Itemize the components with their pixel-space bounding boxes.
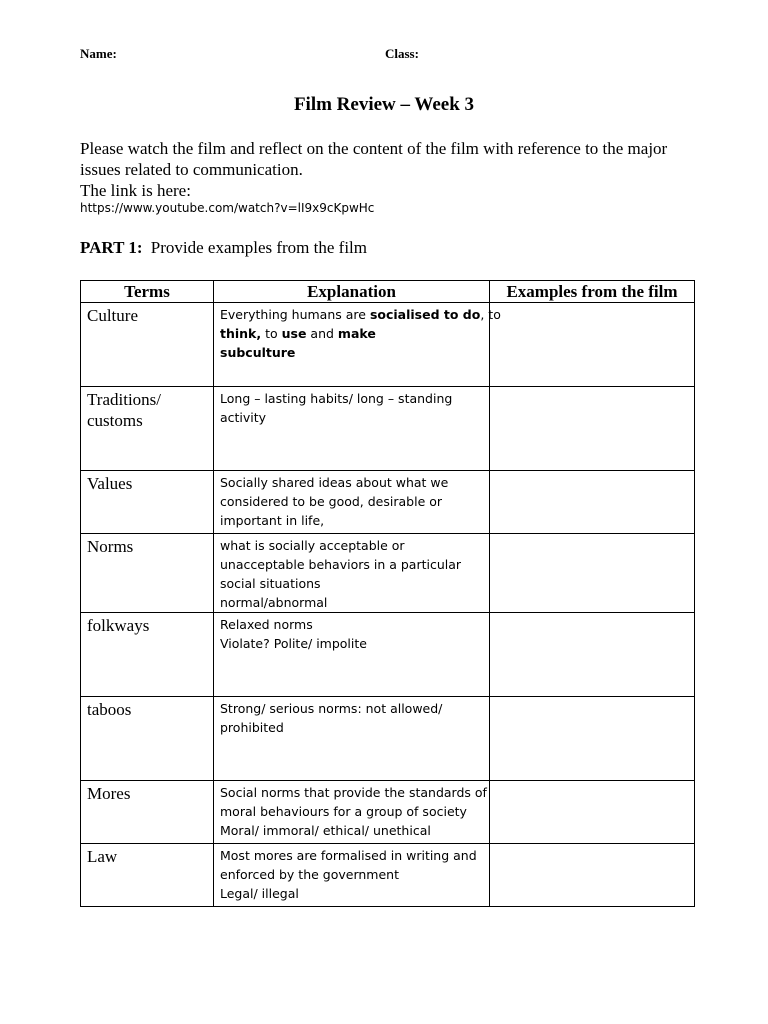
- explanation-line: Moral/ immoral/ ethical/ unethical: [220, 823, 431, 838]
- table-row: [81, 534, 695, 613]
- film-link[interactable]: https://www.youtube.com/watch?v=lI9x9cKpwHc: [80, 201, 375, 215]
- explanation-line: Most mores are formalised in writing and: [220, 848, 477, 863]
- example-cell[interactable]: [490, 844, 695, 907]
- explanation-cell: [214, 697, 490, 781]
- explanation-bold-text: use: [281, 326, 307, 341]
- term-cell: [81, 844, 214, 907]
- explanation-bold-text: think,: [220, 326, 262, 341]
- table-row: [81, 613, 695, 697]
- explanation-cell: [214, 303, 501, 387]
- instructions-line: issues related to communication.: [80, 160, 303, 179]
- instructions: [80, 138, 700, 201]
- table-header-row: [81, 281, 695, 303]
- explanation-line: [220, 305, 501, 324]
- table-body: [81, 303, 695, 907]
- term-text: Norms: [87, 537, 134, 556]
- explanation-line: prohibited: [220, 720, 284, 735]
- term-cell: [81, 303, 214, 387]
- explanation-bold-text: subculture: [220, 345, 296, 360]
- term-cell: [81, 471, 214, 534]
- term-text: customs: [87, 411, 143, 430]
- example-cell[interactable]: [490, 471, 695, 534]
- explanation-line: activity: [220, 410, 267, 425]
- explanation-cell: [214, 471, 490, 534]
- explanation-text: Everything humans are: [220, 307, 370, 322]
- header-terms: Terms: [81, 281, 214, 303]
- table-row: [81, 471, 695, 534]
- instructions-line: Please watch the film and reflect on the content of the film with reference to the major: [80, 139, 668, 158]
- part1-text: Provide examples from the film: [150, 238, 368, 257]
- explanation-cell: [214, 534, 490, 613]
- example-cell[interactable]: [490, 697, 695, 781]
- example-cell[interactable]: [490, 387, 695, 471]
- explanation-line: Long – lasting habits/ long – standing: [220, 391, 453, 406]
- explanation-bold-text: make: [337, 326, 376, 341]
- explanation-line: important in life,: [220, 513, 325, 528]
- term-cell: [81, 697, 214, 781]
- terms-table: [80, 280, 695, 907]
- part1-label: PART 1:: [80, 238, 143, 257]
- term-cell: [81, 534, 214, 613]
- explanation-line: Violate? Polite/ impolite: [220, 636, 367, 651]
- term-text: Culture: [87, 306, 138, 325]
- explanation-line: Strong/ serious norms: not allowed/: [220, 701, 443, 716]
- explanation-line: Relaxed norms: [220, 617, 313, 632]
- header-explanation: Explanation: [214, 281, 490, 303]
- table-row: [81, 781, 695, 844]
- term-text: folkways: [87, 616, 150, 635]
- explanation-text: and: [306, 326, 338, 341]
- term-text: taboos: [87, 700, 132, 719]
- explanation-cell: [214, 844, 490, 907]
- explanation-line: moral behaviours for a group of society: [220, 804, 467, 819]
- explanation-line: Legal/ illegal: [220, 886, 299, 901]
- example-cell[interactable]: [490, 534, 695, 613]
- table-row: [81, 697, 695, 781]
- explanation-line: [220, 324, 483, 343]
- name-label: Name:: [80, 46, 117, 61]
- table-row: [81, 387, 695, 471]
- example-cell[interactable]: [490, 781, 695, 844]
- explanation-line: Social norms that provide the standards of: [220, 785, 487, 800]
- explanation-line: enforced by the government: [220, 867, 399, 882]
- table-row: [81, 844, 695, 907]
- explanation-line: [220, 343, 483, 362]
- explanation-cell: [214, 781, 490, 844]
- explanation-line: social situations: [220, 576, 321, 591]
- term-text: Mores: [87, 784, 131, 803]
- term-cell: [81, 387, 214, 471]
- header-examples: Examples from the film: [490, 281, 695, 303]
- explanation-cell: [214, 387, 490, 471]
- page-title: Film Review – Week 3: [293, 94, 475, 115]
- explanation-line: what is socially acceptable or: [220, 538, 405, 553]
- explanation-text: , to: [480, 307, 501, 322]
- explanation-line: Socially shared ideas about what we: [220, 475, 449, 490]
- term-text: Values: [87, 474, 133, 493]
- example-cell[interactable]: [490, 613, 695, 697]
- explanation-bold-text: socialised to do: [369, 307, 481, 322]
- explanation-text: to: [261, 326, 282, 341]
- explanation-line: unacceptable behaviors in a particular: [220, 557, 462, 572]
- table-row: [81, 303, 695, 387]
- part1-heading: [80, 238, 367, 258]
- explanation-line: considered to be good, desirable or: [220, 494, 443, 509]
- term-text: Traditions/: [87, 390, 162, 409]
- term-text: Law: [87, 847, 118, 866]
- explanation-cell: [214, 613, 490, 697]
- term-cell: [81, 781, 214, 844]
- example-cell[interactable]: [490, 303, 695, 387]
- explanation-line: normal/abnormal: [220, 595, 328, 610]
- class-label: Class:: [385, 46, 419, 61]
- instructions-line: The link is here:: [80, 181, 191, 200]
- term-cell: [81, 613, 214, 697]
